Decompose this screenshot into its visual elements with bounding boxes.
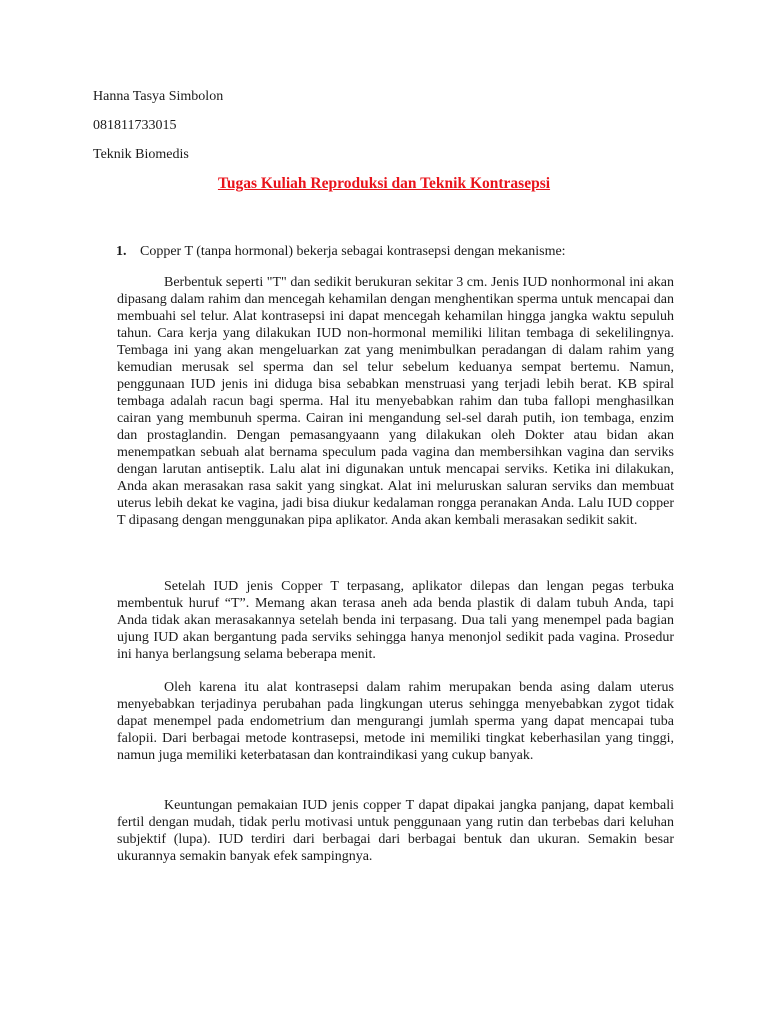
paragraph-mechanism: Berbentuk seperti "T" dan sedikit berukuran sekitar 3 cm. Jenis IUD nonhormonal ini akan dipasang dalam rahim dan mencegah kehamilan dengan menghentikan sperma untuk mencapai dan membuahi sel telur. Alat kontrasepsi ini dapat mencegah kehamilan hingga jangka waktu sepuluh tahun. Cara kerja yang dilakukan IUD non-hormonal memiliki lilitan tembaga di sekelilingnya. Tembaga ini yang akan mengeluarkan zat yang menimbulkan peradangan di dalam rahim yang kemudian merusak sel sperma dan sel telur sebelum keduanya sempat bertemu. Namun, penggunaan IUD jenis ini diduga bisa sebabkan menstruasi yang terjadi lebih berat. KB spiral tembaga adalah racun bagi sperma. Hal itu menyebabkan rahim dan tuba fallopi menghasilkan cairan yang membunuh sperma. Cairan ini mengandung sel-sel darah putih, ion tembaga, enzim dan prostaglandin. Dengan pemasangyaann yang dilakukan oleh Dokter atau bidan akan menempatkan sebuah alat bernama speculum pada vagina dan membersihkan vagina dan serviks dengan larutan antiseptik. Lalu alat ini digunakan untuk mencapai serviks. Ketika ini dilakukan, Anda akan merasakan rasa sakit yang singkat. Alat ini meluruskan saluran serviks dan membuat uterus lebih dekat ke vagina, jadi bisa diukur kedalaman rongga peranakan Anda. Lalu IUD copper T dipasang dengan menggunakan pipa aplikator. Anda akan kembali merasakan sedikit sakit. — [117, 275, 674, 528]
question-text: Copper T (tanpa hormonal) bekerja sebagai kontrasepsi dengan mekanisme: — [140, 244, 566, 259]
question-number: 1. — [116, 244, 127, 259]
paragraph-foreign-body: Oleh karena itu alat kontrasepsi dalam rahim merupakan benda asing dalam uterus menyebabkan terjadinya perubahan pada lingkungan uterus sehingga menyebabkan zygot tidak dapat menempel pada endometrium dan mengurangi jumlah sperma yang dapat mencapai tuba falopii. Dari berbagai metode kontrasepsi, metode ini memiliki tingkat keberhasilan yang tinggi, namun juga memiliki keterbatasan dan kontraindikasi yang cukup banyak. — [117, 680, 674, 763]
document-title: Tugas Kuliah Reproduksi dan Teknik Kontrasepsi — [217, 175, 551, 192]
paragraph-installation: Setelah IUD jenis Copper T terpasang, aplikator dilepas dan lengan pegas terbuka membentuk huruf “T”. Memang akan terasa aneh ada benda plastik di dalam tubuh Anda, tapi Anda tidak akan merasakannya setelah benda ini terpasang. Dua tali yang menempel pada bagian ujung IUD akan bergantung pada serviks sehingga hanya menonjol sedikit pada vagina. Prosedur ini hanya berlangsung selama beberapa menit. — [117, 579, 674, 662]
author-phone: 081811733015 — [93, 118, 177, 133]
paragraph-advantages: Keuntungan pemakaian IUD jenis copper T dapat dipakai jangka panjang, dapat kembali fertil dengan mudah, tidak perlu motivasi untuk penggunaan yang rutin dan terbebas dari keluhan subjektif (lupa). IUD terdiri dari berbagai dari berbagai bentuk dan ukuran. Semakin besar ukurannya semakin banyak efek sampingnya. — [117, 798, 674, 864]
author-department: Teknik Biomedis — [93, 147, 189, 162]
author-name: Hanna Tasya Simbolon — [93, 89, 224, 104]
